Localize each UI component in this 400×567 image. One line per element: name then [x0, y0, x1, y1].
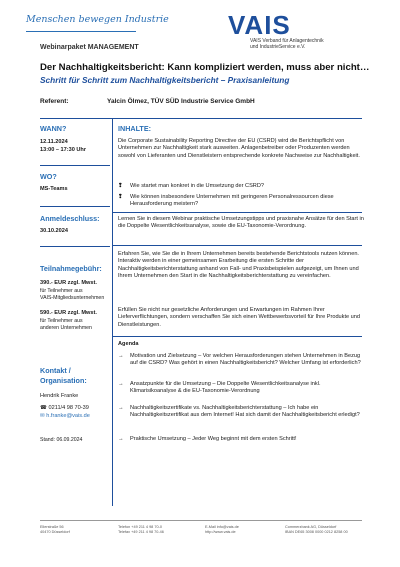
contact-email-link[interactable]: ✉ h.franke@vais.de	[40, 413, 90, 419]
footer-website-link[interactable]: http://www.vais.de	[205, 529, 236, 534]
vais-logo: VAIS	[228, 10, 291, 40]
divider-r3	[113, 336, 362, 337]
divider-anmelde	[40, 246, 110, 247]
fee-other-price: 590.- EUR zzgl. Mwst.	[40, 310, 97, 316]
fee-member-line-2: VAIS-Mitgliedsunternehmen	[40, 295, 105, 301]
divider-r2	[113, 245, 362, 246]
question-2-text: Wie können insbesondere Unternehmen mit geringeren Personalressourcen diese Herausforderung meistern?	[130, 194, 334, 208]
footer-line: Ellerstraße 56	[40, 525, 64, 529]
event-date: 12.11.2024	[40, 139, 68, 145]
logo-sub-line-2: und IndustrieService e.V.	[250, 44, 306, 50]
footer-phone	[118, 525, 164, 535]
divider-top	[40, 118, 362, 119]
arrow-right-icon: →	[118, 436, 124, 442]
tagline-underline	[26, 31, 136, 32]
referent-value: Yalcin Ölmez, TÜV SÜD Industrie Service GmbH	[107, 98, 255, 105]
bullet-icon: ❢	[118, 183, 123, 189]
divider-r1	[113, 212, 362, 213]
benefit-paragraph: Erfüllen Sie nicht nur gesetzliche Anforderungen und Erwartungen im Rahmen Ihrer Lieferverflichtungen, sondern verschaffen Sie sich einen Wettbewerbsvorteil für Ihre Produkte und Dienstleistungen.	[118, 307, 361, 328]
footer-web	[205, 525, 239, 535]
logo-subtitle	[250, 38, 324, 50]
agenda-item-4	[118, 436, 364, 443]
contact-heading-2: Organisation:	[40, 376, 87, 385]
webinar-paragraph: Lernen Sie in diesem Webinar praktische Umsetzungstipps und praxisnahe Ansätze für den Start in die Doppelte Wesentlichkeitsanalyse, sowie die EU-Taxonomie-Verordnung.	[118, 216, 364, 230]
arrow-right-icon: →	[118, 381, 124, 387]
document-title: Der Nachhaltigkeitsbericht: Kann kompliziert werden, muss aber nicht…	[40, 62, 370, 73]
contact-name: Hendrik Franke	[40, 393, 79, 399]
fee-member-price: 390.- EUR zzgl. Mwst.	[40, 280, 97, 286]
anmeldeschluss-date: 30.10.2024	[40, 228, 68, 234]
question-1-text: Wie startet man konkret in die Umsetzung der CSRD?	[130, 183, 264, 189]
inhalte-heading: INHALTE:	[118, 124, 152, 133]
agenda-item-text: Nachhaltigkeitszertifikate vs. Nachhaltigkeitsberichterstattung – Ich habe ein Nachhaltigkeitszertifikat aus dem Internet! Hat sich damit der Nachhaltigkeitsbericht erledigt?	[130, 405, 360, 419]
question-1	[118, 183, 360, 190]
column-divider	[112, 118, 113, 506]
intro-paragraph: Die Corporate Sustainability Reporting Directive der EU (CSRD) wird die Berichtspflicht von Unternehmen zur Nachhaltigkeit stark ausweiten. Anlagenbetreiber oder Produzenten werden sowohl von Lieferanten und Dienstleistern entsprechende konkrete Nachweise zur Nachhaltigkeit.	[118, 138, 360, 159]
fee-other-line-1: für Teilnehmer aus	[40, 318, 83, 324]
event-time: 13:00 – 17:30 Uhr	[40, 147, 87, 153]
stand-date: Stand: 06.09.2024	[40, 437, 83, 443]
footer-line: Commerzbank AG, Düsseldorf	[285, 525, 337, 529]
referent-label: Referent:	[40, 98, 69, 105]
contact-heading-1: Kontakt /	[40, 366, 71, 375]
learn-paragraph: Erfahren Sie, wie Sie die in Ihrem Unternehmen bereits bestehende Berichtstools nutzen können. Interaktiv werden in einer gemeinsamen Erarbeitung die ersten Schritte der Nachhaltigkeitsberichterstattung anhand von Fall- und Praxisbeispielen aufgezeigt, um Ihnen und Ihrem Unternehmen den Start in die Nachhaltigkeitsberichterstattung zu vereinfachen.	[118, 251, 359, 279]
divider-wann	[40, 165, 110, 166]
divider-wo	[40, 206, 110, 207]
fee-member-line-1: für Teilnehmer aus	[40, 288, 83, 294]
agenda-item-text: Ansatzpunkte für die Umsetzung – Die Doppelte Wesentlichkeitsanalyse inkl. Klimarisikoanalyse & die EU-Taxonomie-Verordnung	[130, 381, 321, 395]
footer-line: Telefon +49 211 4 98 70-0	[118, 525, 162, 529]
footer-address	[40, 525, 70, 535]
footer-email-link[interactable]: E-Mail info@vais.de	[205, 525, 239, 529]
agenda-item-1	[118, 353, 364, 368]
agenda-heading: Agenda	[118, 341, 139, 347]
fee-other-line-2: anderen Unternehmen	[40, 325, 92, 331]
footer-divider	[40, 520, 362, 521]
arrow-right-icon: →	[118, 353, 124, 359]
fee-heading: Teilnahmegebühr:	[40, 264, 102, 273]
event-place: MS-Teams	[40, 186, 68, 192]
arrow-right-icon: →	[118, 405, 124, 411]
question-2	[118, 194, 360, 209]
logo-sub-line-1: VAIS Verband für Anlagentechnik	[250, 38, 324, 44]
contact-phone: ☎ 0211/4 98 70-39	[40, 405, 89, 411]
footer-bank	[285, 525, 348, 535]
agenda-item-2	[118, 381, 364, 396]
agenda-item-text: Motivation und Zielsetzung – Vor welchen Herausforderungen stehen Unternehmen in Bezug auf die CSRD? Was gehört in einen Nachhaltigkeitsbericht? Welcher Umfang ist erforderlich?	[130, 353, 361, 367]
bullet-icon: ❢	[118, 194, 123, 200]
anmeldeschluss-heading: Anmeldeschluss:	[40, 214, 100, 223]
agenda-item-text: Praktische Umsetzung – Jeder Weg beginnt mit dem ersten Schritt!	[130, 436, 297, 442]
footer-line: Telefax +49 211 4 98 70-46	[118, 529, 164, 534]
tagline: Menschen bewegen Industrie	[26, 14, 169, 25]
footer-line: 40470 Düsseldorf	[40, 529, 70, 534]
webinar-package: Webinarpaket MANAGEMENT	[40, 44, 139, 51]
footer-line: IBAN DE65 3008 0000 0212 8258 00	[285, 529, 348, 534]
document-subtitle: Schritt für Schritt zum Nachhaltigkeitsbericht – Praxisanleitung	[40, 75, 290, 85]
wann-heading: WANN?	[40, 124, 67, 133]
wo-heading: WO?	[40, 172, 57, 181]
agenda-item-3	[118, 405, 364, 420]
